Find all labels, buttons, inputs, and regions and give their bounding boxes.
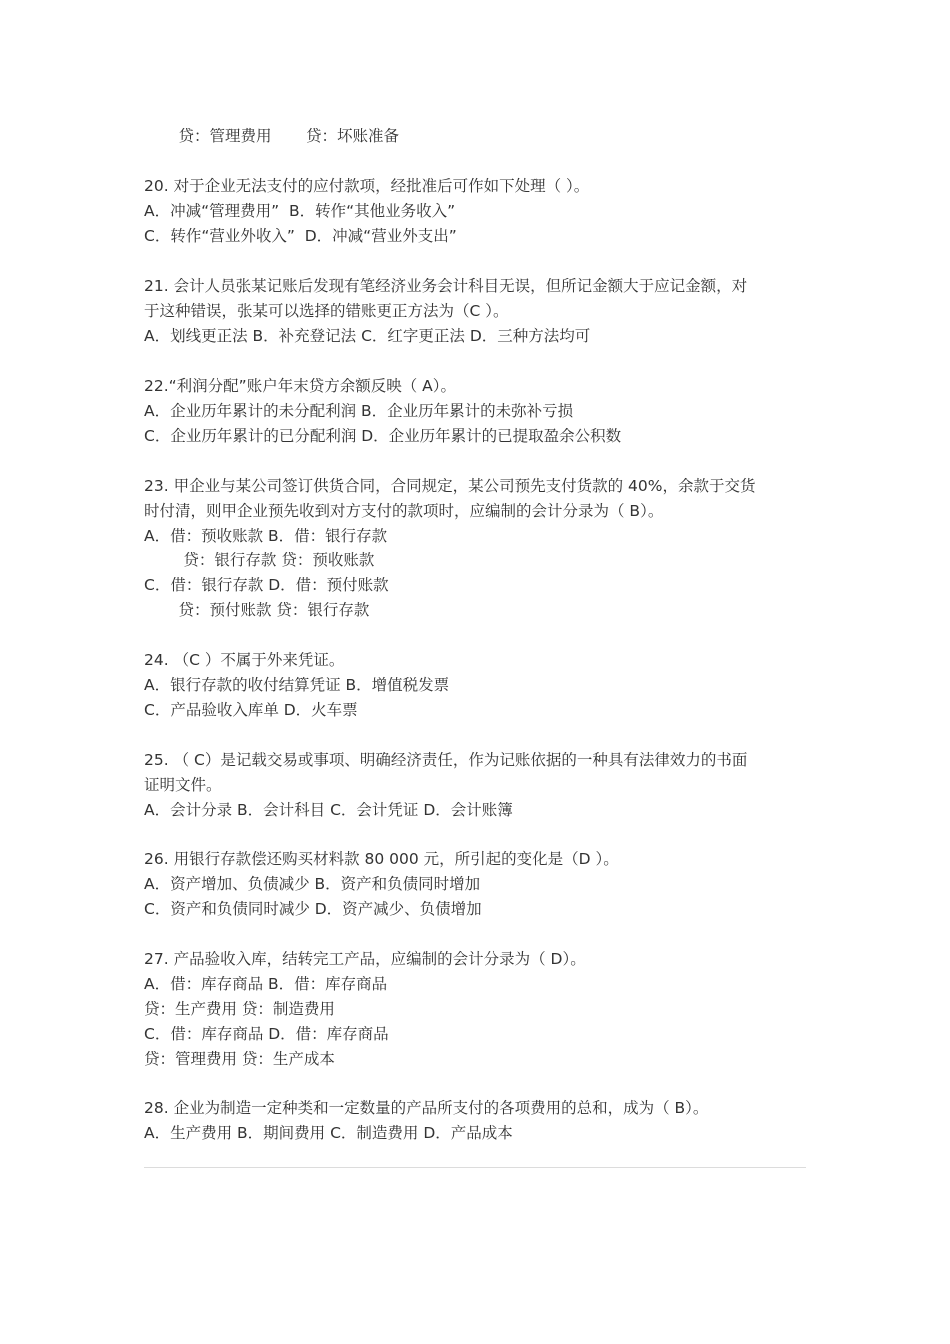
text-line: A．借：预收账款 B．借：银行存款 <box>144 527 388 545</box>
text-line: 贷：生产费用 贷：制造费用 <box>144 1000 335 1018</box>
question-26: 26. 用银行存款偿还购买材料款 80 000 元，所引起的变化是（D ）。 <box>144 850 619 868</box>
text-line: C．企业历年累计的已分配利润 D．企业历年累计的已提取盈余公积数 <box>144 427 622 445</box>
text-line: 贷：管理费用 贷：生产成本 <box>144 1050 335 1068</box>
text-line: C．借：银行存款 D．借：预付账款 <box>144 576 389 594</box>
text-line: A．企业历年累计的未分配利润 B．企业历年累计的未弥补亏损 <box>144 402 574 420</box>
question-22: 22.“利润分配”账户年末贷方余额反映（ A）。 <box>144 377 456 395</box>
question-27: 27. 产品验收入库，结转完工产品，应编制的会计分录为（ D）。 <box>144 950 586 968</box>
question-28: 28. 企业为制造一定种类和一定数量的产品所支付的各项费用的总和，成为（ B）。 <box>144 1099 709 1117</box>
text-line: 贷：预付账款 贷：银行存款 <box>144 601 370 619</box>
question-23: 23. 甲企业与某公司签订供货合同，合同规定，某公司预先支付货款的 40%，余款于交货 <box>144 477 756 495</box>
text-line: C．借：库存商品 D．借：库存商品 <box>144 1025 389 1043</box>
page-divider <box>144 1167 806 1168</box>
text-line: A．划线更正法 B．补充登记法 C．红字更正法 D．三种方法均可 <box>144 327 591 345</box>
text-line: A．会计分录 B．会计科目 C．会计凭证 D．会计账簿 <box>144 801 513 819</box>
text-line: 于这种错误，张某可以选择的错账更正方法为（C ）。 <box>144 302 509 320</box>
text-line: A．冲减“管理费用” B．转作“其他业务收入” <box>144 202 456 220</box>
text-line: A．借：库存商品 B．借：库存商品 <box>144 975 388 993</box>
text-line: A．资产增加、负债减少 B．资产和负债同时增加 <box>144 875 481 893</box>
question-20: 20. 对于企业无法支付的应付款项，经批准后可作如下处理（ ）。 <box>144 177 590 195</box>
text-line: 贷：管理费用 贷：坏账准备 <box>144 127 399 145</box>
question-25: 25. （ C）是记载交易或事项、明确经济责任，作为记账依据的一种具有法律效力的书面 <box>144 751 748 769</box>
text-line: A．生产费用 B．期间费用 C．制造费用 D．产品成本 <box>144 1124 513 1142</box>
text-line: 贷：银行存款 贷：预收账款 <box>144 551 375 569</box>
text-line: C．转作“营业外收入” D．冲减“营业外支出” <box>144 227 457 245</box>
text-line: A．银行存款的收付结算凭证 B．增值税发票 <box>144 676 450 694</box>
question-24: 24. （C ）不属于外来凭证。 <box>144 651 345 669</box>
text-line: 时付清，则甲企业预先收到对方支付的款项时，应编制的会计分录为（ B）。 <box>144 502 664 520</box>
text-line: C．产品验收入库单 D．火车票 <box>144 701 358 719</box>
question-21: 21. 会计人员张某记账后发现有笔经济业务会计科目无误，但所记金额大于应记金额，对 <box>144 277 748 295</box>
text-line: C．资产和负债同时减少 D．资产减少、负债增加 <box>144 900 482 918</box>
text-line: 证明文件。 <box>144 776 222 794</box>
